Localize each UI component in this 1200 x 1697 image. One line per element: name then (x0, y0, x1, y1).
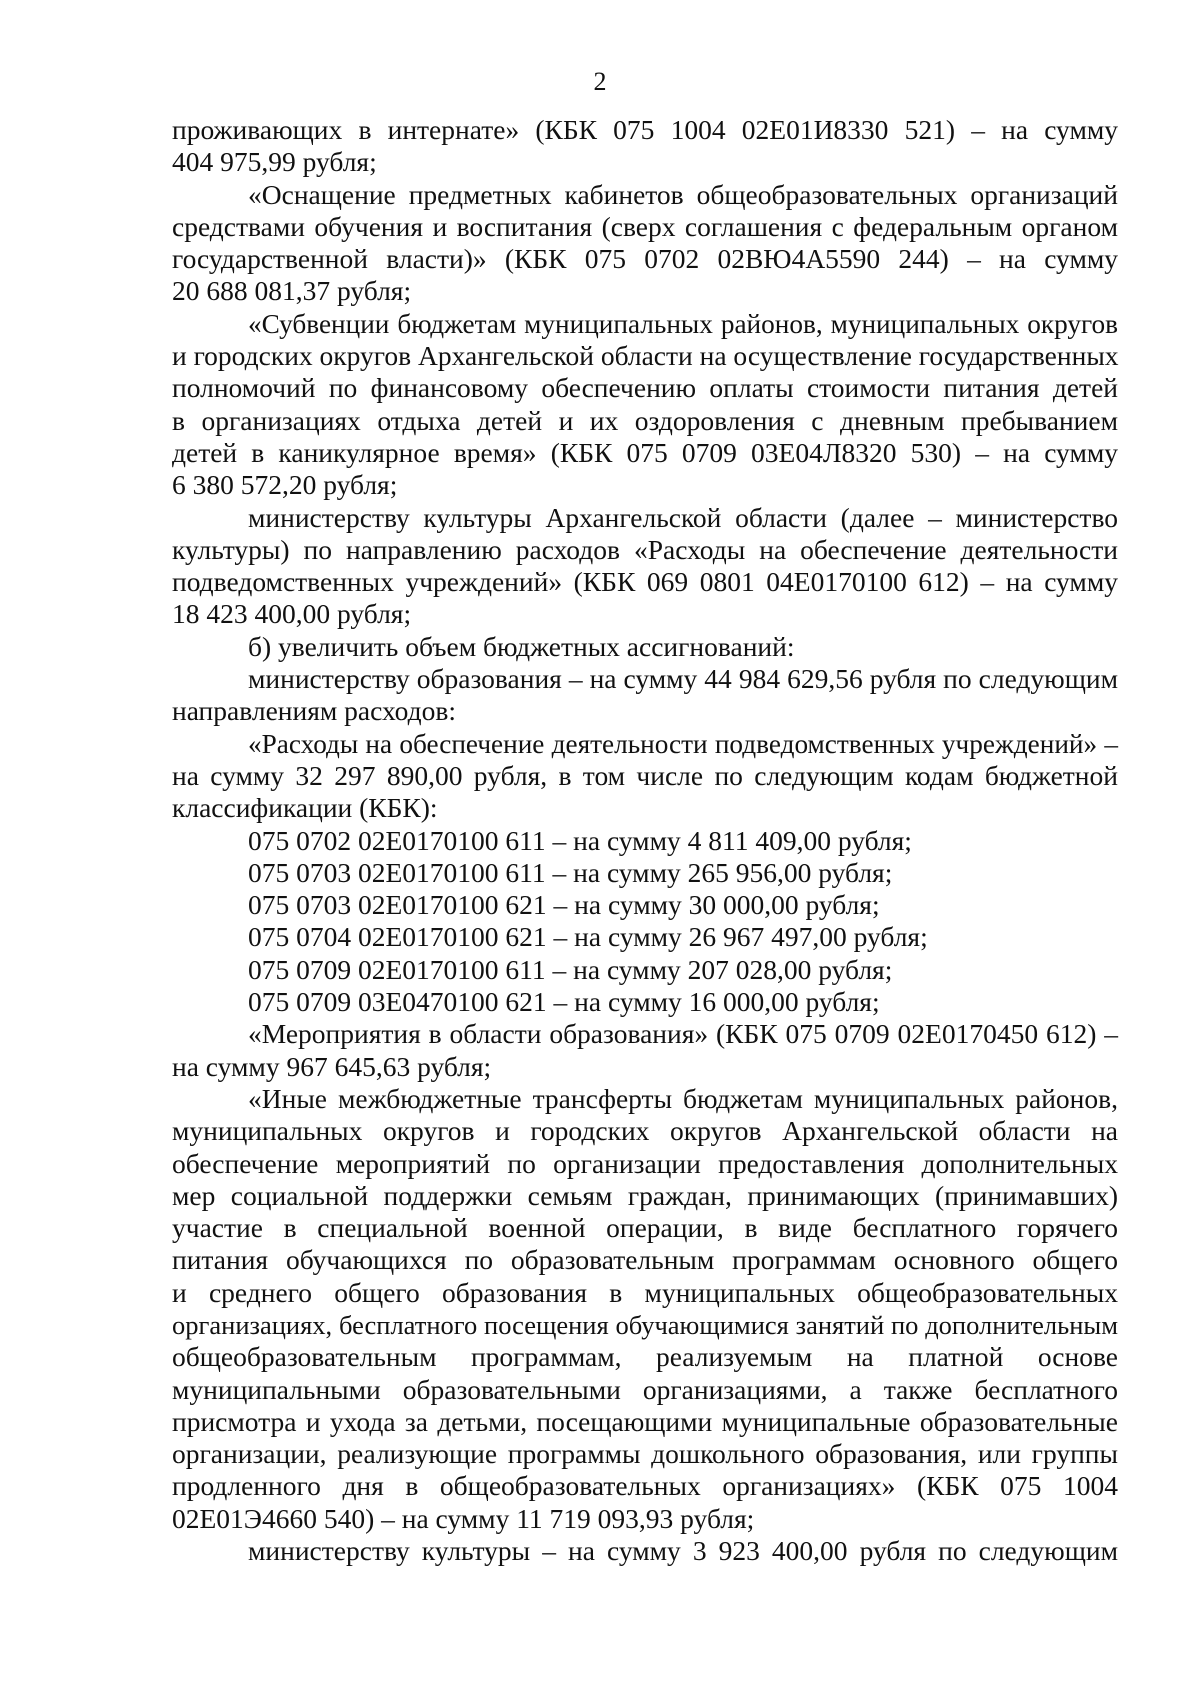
text-line: 404 975,99 рубля; (172, 146, 377, 178)
text-line: министерству образования – на сумму 44 984 629,56 рубля по следующим (248, 663, 1118, 695)
text-line: продленного дня в общеобразовательных организациях» (КБК 075 1004 (172, 1470, 1118, 1502)
text-line: 075 0704 02Е0170100 621 – на сумму 26 967 497,00 рубля; (248, 921, 928, 953)
text-line: 075 0703 02Е0170100 611 – на сумму 265 956,00 рубля; (248, 856, 893, 888)
text-line: присмотра и ухода за детьми, посещающими муниципальные образовательные (172, 1405, 1118, 1437)
text-line: общеобразовательным программам, реализуемым на платной основе (172, 1341, 1118, 1373)
text-line: направлениям расходов: (172, 695, 456, 727)
text-line: на сумму 32 297 890,00 рубля, в том числе по следующим кодам бюджетной (172, 759, 1118, 791)
text-line: 075 0702 02Е0170100 611 – на сумму 4 811 409,00 рубля; (248, 824, 912, 856)
text-line: полномочий по финансовому обеспечению оплаты стоимости питания детей (172, 372, 1118, 404)
text-line: классификации (КБК): (172, 792, 438, 824)
text-line: «Иные межбюджетные трансферты бюджетам муниципальных районов, (248, 1082, 1118, 1114)
text-line: и среднего общего образования в муниципальных общеобразовательных (172, 1276, 1118, 1308)
text-line: детей в каникулярное время» (КБК 075 0709 03Е04Л8320 530) – на сумму (172, 436, 1118, 468)
text-line: в организациях отдыха детей и их оздоровления с дневным пребыванием (172, 404, 1118, 436)
text-line: мер социальной поддержки семьям граждан, принимающих (принимавших) (172, 1179, 1118, 1211)
document-body (172, 114, 1118, 1567)
text-line: «Мероприятия в области образования» (КБК 075 0709 02Е0170450 612) – (248, 1018, 1118, 1050)
text-line: 18 423 400,00 рубля; (172, 598, 412, 630)
text-line: подведомственных учреждений» (КБК 069 0801 04Е0170100 612) – на сумму (172, 566, 1118, 598)
text-line: участие в специальной военной операции, в виде бесплатного горячего (172, 1212, 1118, 1244)
text-line: средствами обучения и воспитания (сверх соглашения с федеральным органом (172, 210, 1118, 242)
text-line: «Субвенции бюджетам муниципальных районов, муниципальных округов (248, 308, 1118, 339)
text-line: обеспечение мероприятий по организации предоставления дополнительных (172, 1147, 1118, 1179)
text-line: культуры) по направлению расходов «Расходы на обеспечение деятельности (172, 533, 1118, 565)
text-line: организациях, бесплатного посещения обучающимися занятий по дополнительным (172, 1309, 1118, 1340)
text-line: б) увеличить объем бюджетных ассигнований: (248, 630, 795, 662)
text-line: 02Е01Э4660 540) – на сумму 11 719 093,93 рубля; (172, 1502, 755, 1534)
text-line: министерству культуры – на сумму 3 923 400,00 рубля по следующим (248, 1535, 1118, 1567)
text-line: проживающих в интернате» (КБК 075 1004 02Е01И8330 521) – на сумму (172, 114, 1118, 145)
text-line: муниципальными образовательными организациями, а также бесплатного (172, 1373, 1118, 1405)
text-line: питания обучающихся по образовательным программам основного общего (172, 1244, 1118, 1276)
text-line: министерству культуры Архангельской области (далее – министерство (248, 501, 1118, 533)
text-line: 075 0709 02Е0170100 611 – на сумму 207 028,00 рубля; (248, 953, 893, 985)
text-line: «Оснащение предметных кабинетов общеобразовательных организаций (248, 178, 1118, 210)
text-line: «Расходы на обеспечение деятельности подведомственных учреждений» – (248, 728, 1118, 759)
page-number: 2 (593, 67, 607, 96)
text-line: 20 688 081,37 рубля; (172, 275, 412, 307)
text-line: 6 380 572,20 рубля; (172, 469, 398, 501)
text-line: на сумму 967 645,63 рубля; (172, 1050, 492, 1082)
text-line: и городских округов Архангельской области на осуществление государственных (172, 340, 1119, 372)
text-line: государственной власти)» (КБК 075 0702 02ВЮ4А5590 244) – на сумму (172, 243, 1118, 275)
text-line: 075 0703 02Е0170100 621 – на сумму 30 000,00 рубля; (248, 889, 880, 921)
text-line: 075 0709 03Е0470100 621 – на сумму 16 000,00 рубля; (248, 986, 880, 1018)
text-line: организации, реализующие программы дошкольного образования, или группы (172, 1438, 1118, 1470)
text-line: муниципальных округов и городских округов Архангельской области на (172, 1115, 1118, 1147)
